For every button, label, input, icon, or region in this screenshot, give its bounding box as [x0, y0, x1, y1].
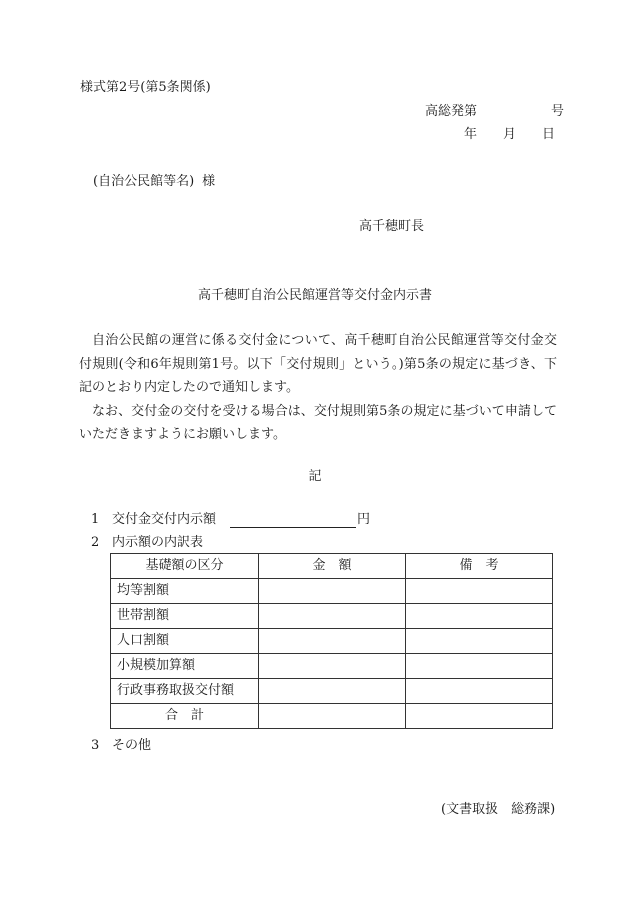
item-1-label: 交付金交付内示額	[112, 512, 217, 527]
item-2-label: 内示額の内訳表	[112, 535, 204, 550]
item-2	[91, 535, 203, 551]
reference-number	[425, 104, 564, 120]
amount-blank-line	[230, 514, 356, 528]
row-amount	[259, 629, 406, 654]
row-remarks	[406, 654, 553, 679]
row-remarks	[406, 579, 553, 604]
item-1	[91, 512, 370, 528]
document-title: 高千穂町自治公民館運営等交付金内示書	[197, 288, 432, 303]
breakdown-table	[110, 553, 553, 729]
form-number: 様式第2号(第5条関係)	[80, 80, 211, 95]
addressee	[93, 174, 215, 190]
item-1-unit: 円	[357, 512, 371, 527]
item-1-number: 1	[91, 512, 100, 527]
row-amount	[259, 679, 406, 704]
row-amount	[259, 654, 406, 679]
item-3-number: 3	[91, 738, 100, 753]
reference-prefix: 高総発第	[425, 104, 478, 119]
row-amount	[259, 604, 406, 629]
addressee-honorific: 様	[202, 174, 216, 189]
table-total-row	[111, 704, 553, 729]
sender: 高千穂町長	[359, 219, 425, 234]
row-category: 人口割額	[111, 629, 259, 654]
row-remarks	[406, 629, 553, 654]
row-category: 世帯割額	[111, 604, 259, 629]
body-text	[79, 329, 557, 447]
row-remarks	[406, 679, 553, 704]
table-row	[111, 604, 553, 629]
date-year-label: 年	[464, 127, 478, 142]
row-remarks	[406, 604, 553, 629]
row-amount	[259, 579, 406, 604]
date-day-label: 日	[542, 127, 556, 142]
issue-date	[464, 127, 555, 143]
item-2-number: 2	[91, 535, 100, 550]
table-row	[111, 654, 553, 679]
date-month-label: 月	[503, 127, 517, 142]
header-category: 基礎額の区分	[111, 554, 259, 579]
table-row	[111, 679, 553, 704]
body-paragraph-2: なお、交付金の交付を受ける場合は、交付規則第5条の規定に基づいて申請していただきますようにお願いします。	[79, 403, 557, 442]
row-category: 行政事務取扱交付額	[111, 679, 259, 704]
addressee-name: (自治公民館等名)	[93, 174, 195, 189]
header-amount: 金 額	[259, 554, 406, 579]
ki-heading: 記	[308, 469, 322, 484]
table-row	[111, 629, 553, 654]
item-3-label: その他	[112, 738, 152, 753]
reference-suffix: 号	[551, 104, 565, 119]
row-category: 小規模加算額	[111, 654, 259, 679]
table-header-row	[111, 554, 553, 579]
total-remarks	[406, 704, 553, 729]
body-paragraph-1: 自治公民館の運営に係る交付金について、高千穂町自治公民館運営等交付金交付規則(令和6年規則第1号。以下「交付規則」という。)第5条の規定に基づき、下記のとおり内定したので通知します。	[79, 333, 557, 395]
footer-note: (文書取扱 総務課)	[441, 802, 556, 817]
table-row	[111, 579, 553, 604]
item-3	[91, 738, 151, 754]
total-label: 合 計	[111, 704, 259, 729]
row-category: 均等割額	[111, 579, 259, 604]
total-amount	[259, 704, 406, 729]
header-remarks: 備 考	[406, 554, 553, 579]
